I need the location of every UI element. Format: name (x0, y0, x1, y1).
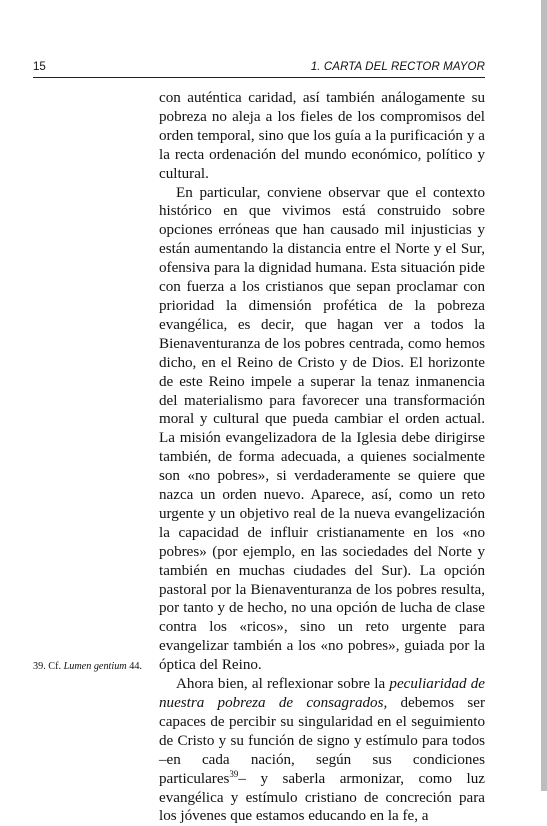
main-text-column (159, 89, 485, 826)
paragraph-3-emphasis: peculiaridad de nuestra pobreza de consagrados, (159, 676, 486, 711)
section-title: 1. CARTA DEL RECTOR MAYOR (310, 61, 485, 73)
page-edge-shadow (541, 0, 547, 791)
footnote-39 (33, 660, 155, 673)
paragraph-1: con auténtica caridad, así también análogamente su pobreza no aleja a los fieles de los compromisos del orden temporal, sino que los guía a la purificación y a la recta ordenación del mundo económico, político y cultural. (159, 90, 485, 182)
paragraph-2: En particular, conviene observar que el contexto histórico en que vivimos está construido sobre opciones erróneas que han causado mil injusticias y están aumentando la distancia entre el Norte y el Sur, ofensiva para la dignidad humana. Esta situación pide con fuerza a los cristianos que sepan proclamar con prioridad la dimensión profética de la pobreza evangélica, es decir, que hagan ver a todos la Bienaventuranza de los pobres centrada, como hemos dicho, en el Reino de Cristo y de Dios. El horizonte de este Reino impele a superar la tenaz inmanencia del materialismo para favorecer una transformación moral y cultural que pueda cambiar el orden actual. La misión evangelizadora de la Iglesia debe dirigirse también, de forma adecuada, a quienes socialmente son «no pobres», si verdaderamente se quiere que nazca un orden nuevo. Aparece, así, como un reto urgente y un objetivo real de la nueva evangelización la capacidad de influir cristianamente en los «no pobres» (por ejemplo, en las sociedades del Norte y también en muchas ciudades del Sur). La opción pastoral por la Bienaventuranza de los pobres resulta, por tanto y de hecho, no una opción de lucha de clase contra los «ricos», sino un reto urgente para evangelizar también a los «no pobres», guiada por la óptica del Reino. (159, 184, 485, 674)
page-number: 15 (33, 61, 46, 73)
running-head (33, 59, 485, 77)
paragraph-3-end: – y saberla armonizar, como luz evangélica y estímulo cristiano de concreción para los jóvenes que estamos educando en la fe, a (159, 770, 485, 825)
paragraph-3-mid: debemos ser capaces de percibir su singularidad en el seguimiento de Cristo y su función de signo y estímulo para todos –en cada nación, según sus condiciones particulares (159, 695, 485, 787)
paragraph-3-start: Ahora bien, al reflexionar sobre la (176, 676, 386, 693)
paragraph-3 (159, 675, 485, 826)
footnote-ref: 44. (129, 661, 142, 672)
footnote-abbrev: Cf. (48, 661, 62, 672)
footnote-number: 39. (33, 661, 46, 672)
footnote-source: Lumen gentium (63, 661, 127, 672)
header-divider (33, 77, 485, 78)
footnote-reference: 39 (229, 768, 239, 779)
